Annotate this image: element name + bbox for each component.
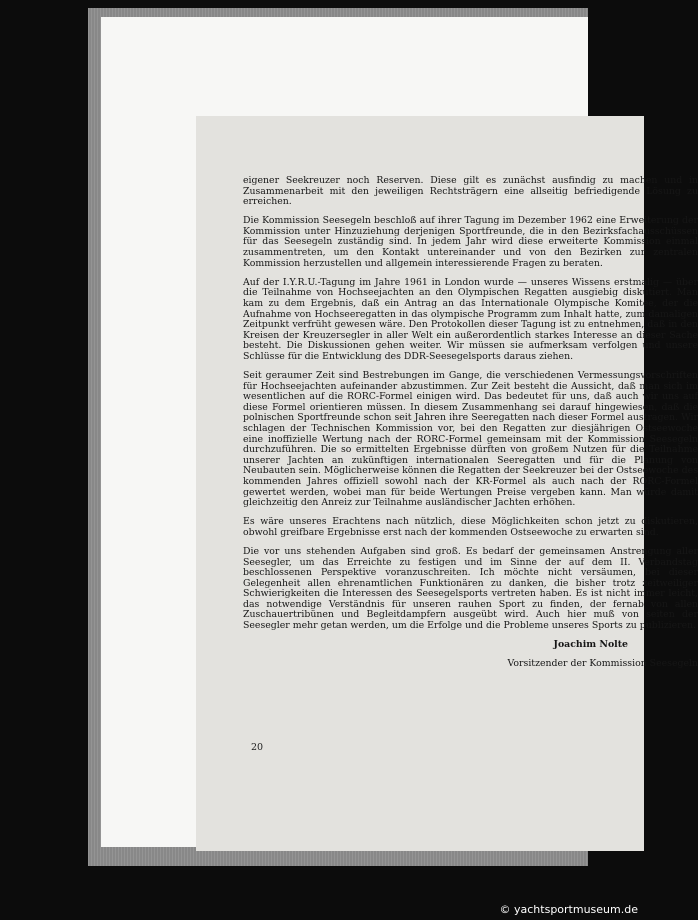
paragraph-4: Seit geraumer Zeit sind Bestrebungen im Gange, die verschiedenen Vermessungsvorschriften für Hochseejachten aufeinander abzustimmen. Zur Zeit besteht die Aussicht, daß man sich im wesentlichen auf die RORC-Formel einigen wird. Das bedeutet für uns, daß auch wir uns auf diese Formel orientieren müssen. In diesem Zusammenhang sei darauf hingewiesen, daß die polnischen Sportfreunde schon seit Jahren ihre Seeregatten nach dieser Formel austragen. Wir schlagen der Technischen Kommission vor, bei den Regatten zur diesjährigen Ostseewoche eine inoffizielle Wertung nach der RORC-Formel gemeinsam mit der Kommission Seesegeln durchzuführen. Die so ermittelten Ergebnisse dürften von großem Nutzen für die Teilnahme unserer Jachten an zukünftigen internationalen Seeregatten und für die Planung von Neubauten sein. Möglicherweise können die Regatten der Seekreuzer bei der Ostseewoche des kommenden Jahres offiziell sowohl nach der KR-Formel als auch nach der RORC-Formel gewertet werden, wobei man für beide Wertungen Preise vergeben kann. Man würde damit gleichzeitig den Anreiz zur Teilnahme ausländischer Jachten erhöhen. [243,370,698,509]
signature-block [243,640,698,670]
article-text [243,176,698,678]
paragraph-6: Die vor uns stehenden Aufgaben sind groß. Es bedarf der gemeinsamen Anstrengung aller Seesegler, um das Erreichte zu festigen und im Sinne der auf dem II. Verbandstag beschlossenen Perspektive voranzuschreiten. Ich möchte nicht versäumen, bei dieser Gelegenheit allen ehrenamtlichen Funktionären zu danken, die bisher trotz zeitweiliger Schwierigkeiten die Interessen des Seesegelsports vertreten haben. Es ist nicht immer leicht, das notwendige Verständnis für unseren rauhen Sport zu finden, der fernab von allen Zuschauertribünen und Begleitdampfern ausgeübt wird. Auch hier muß von seiten der Seesegler mehr getan werden, um die Erfolge und die Probleme unseres Sports zu publizieren. [243,545,698,632]
watermark: © yachtsportmuseum.de [499,903,638,916]
paragraph-3: Auf der I.Y.R.U.-Tagung im Jahre 1961 in London wurde — unseres Wissens erstmalig — über die Teilnahme von Hochseejachten an den Olympischen Regatten ausgiebig diskutiert. Man kam zu dem Ergebnis, daß ein Antrag an das Internationale Olympische Komitee, der die Aufnahme von Hochseeregatten in das olympische Programm zum Inhalt hatte, zum damaligen Zeitpunkt verfrüht gewesen wäre. Den Protokollen dieser Tagung ist zu entnehmen, daß in den Kreisen der Kreuzersegler in aller Welt ein außerordentlich starkes Interesse an dieser Sache besteht. Die Diskussionen gehen weiter. Wir müssen sie aufmerksam verfolgen und unsere Schlüsse für die Entwicklung des DDR-Seesegelsports daraus ziehen. [243,276,698,362]
paragraph-1: eigener Seekreuzer noch Reserven. Diese gilt es zunächst ausfindig zu machen und in Zusammenarbeit mit den jeweiligen Rechtsträgern eine allseitig befriedigende Lösung zu erreichen. [243,175,698,208]
paragraph-5: Es wäre unseres Erachtens nach nützlich, diese Möglichkeiten schon jetzt zu diskutieren, obwohl greifbare Ergebnisse erst nach der kommenden Ostseewoche zu erwarten sind. [243,516,698,538]
page-number: 20 [251,742,264,753]
signature-role: Vorsitzender der Kommission Seesegeln [507,658,698,670]
signature-name: Joachim Nolte [553,639,628,651]
document-page [196,116,698,851]
paragraph-2: Die Kommission Seesegeln beschloß auf ihrer Tagung im Dezember 1962 eine Erweiterung der Kommission unter Hinzuziehung derjenigen Sportfreunde, die in den Bezirksfachausschüssen für das Seesegeln zuständig sind. In jedem Jahr wird diese erweiterte Kommission einmal zusammentreten, um den Kontakt untereinander und von den Bezirken zur zentralen Kommission herzustellen und allgemein interessierende Fragen zu beraten. [243,215,698,269]
